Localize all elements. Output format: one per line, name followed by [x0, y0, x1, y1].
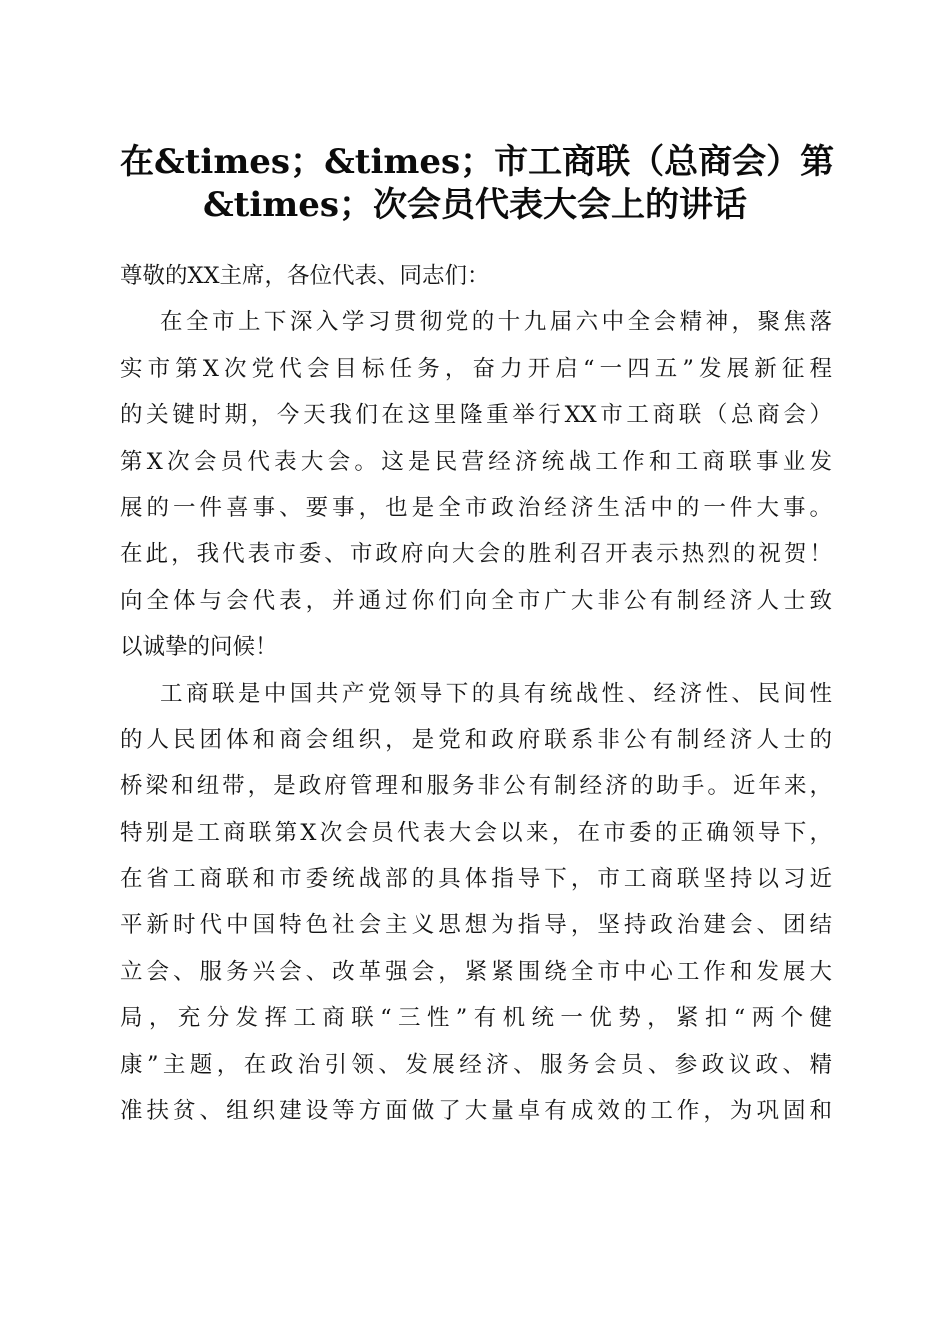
paragraph-line: 准扶贫、组织建设等方面做了大量卓有成效的工作，为巩固和 — [120, 1098, 832, 1125]
paragraph-line: 工商联是中国共产党领导下的具有统战性、经济性、民间性 — [160, 680, 832, 707]
paragraph-line: 第X次会员代表大会。这是民营经济统战工作和工商联事业发 — [120, 448, 832, 475]
paragraph-line: 立会、服务兴会、改革强会，紧紧围绕全市中心工作和发展大 — [120, 958, 832, 985]
paragraph-line: 的人民团体和商会组织，是党和政府联系非公有制经济人士的 — [120, 726, 832, 753]
paragraph-line: 在省工商联和市委统战部的具体指导下，市工商联坚持以习近 — [120, 866, 832, 893]
paragraph-line: 桥梁和纽带，是政府管理和服务非公有制经济的助手。近年来， — [120, 773, 832, 800]
paragraph-line: 平新时代中国特色社会主义思想为指导，坚持政治建会、团结 — [120, 912, 832, 939]
paragraph-line: 的关键时期，今天我们在这里隆重举行XX市工商联（总商会） — [120, 402, 832, 429]
paragraph-line: 展的一件喜事、要事，也是全市政治经济生活中的一件大事。 — [120, 494, 832, 521]
paragraph-line: 在此，我代表市委、市政府向大会的胜利召开表示热烈的祝贺！ — [120, 541, 832, 568]
document-title-line-2: &times；次会员代表大会上的讲话 — [202, 185, 748, 225]
paragraph-line: 实市第X次党代会目标任务，奋力开启“一四五”发展新征程 — [120, 355, 832, 382]
paragraph-line: 以诚挚的问候！ — [120, 634, 278, 661]
paragraph-line: 特别是工商联第X次会员代表大会以来，在市委的正确领导下， — [120, 819, 832, 846]
paragraph-line: 局，充分发挥工商联“三性”有机统一优势，紧扣“两个健 — [120, 1005, 832, 1032]
paragraph-1 — [120, 299, 832, 670]
paragraph-2 — [120, 671, 832, 1135]
paragraph-line: 康”主题，在政治引领、发展经济、服务会员、参政议政、精 — [120, 1051, 832, 1078]
paragraph-line: 在全市上下深入学习贯彻党的十九届六中全会精神，聚焦落 — [160, 309, 832, 336]
paragraph-line: 向全体与会代表，并通过你们向全市广大非公有制经济人士致 — [120, 587, 832, 614]
document-title-line-1: 在&times；&times；市工商联（总商会）第 — [120, 142, 835, 182]
salutation: 尊敬的XX主席，各位代表、同志们： — [120, 263, 490, 289]
document-body — [120, 253, 832, 1134]
